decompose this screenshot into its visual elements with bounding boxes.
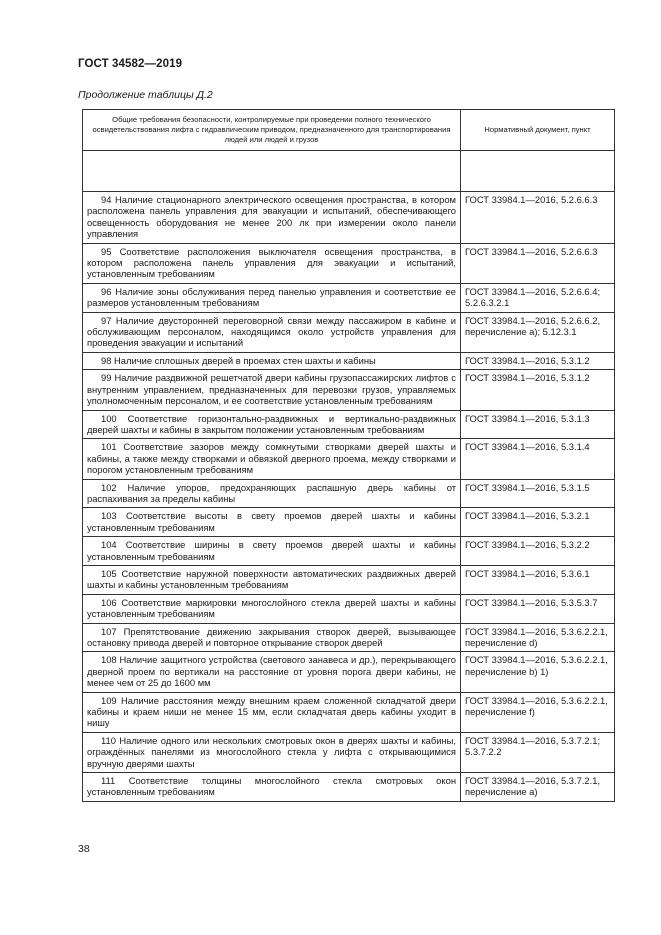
document-reference-cell: ГОСТ 33984.1—2016, 5.3.1.3 [461, 410, 615, 439]
document-reference-cell: ГОСТ 33984.1—2016, 5.3.7.2.1; 5.3.7.2.2 [461, 732, 615, 772]
table-continuation-caption: Продолжение таблицы Д.2 [78, 89, 213, 101]
document-reference-cell: ГОСТ 33984.1—2016, 5.3.6.2.2.1, перечисление d) [461, 623, 615, 652]
header-separator-row [83, 151, 615, 192]
requirement-cell: 98 Наличие сплошных дверей в проемах стен шахты и кабины [83, 352, 461, 369]
requirement-cell: 110 Наличие одного или нескольких смотровых окон в дверях шахты и кабины, ограждённых панелями из многослойного стекла у лифта с открывающимися вручную дверями шахты [83, 732, 461, 772]
document-reference-cell: ГОСТ 33984.1—2016, 5.3.1.5 [461, 479, 615, 508]
document-reference-cell: ГОСТ 33984.1—2016, 5.3.1.2 [461, 352, 615, 369]
table-row [83, 439, 615, 479]
document-reference-cell: ГОСТ 33984.1—2016, 5.3.6.2.2.1, перечисление f) [461, 692, 615, 732]
table-row [83, 192, 615, 244]
requirement-cell: 99 Наличие раздвижной решетчатой двери кабины грузопассажирских лифтов с внутренним управлением, предназначенных для перевозки грузов, управляемых уполномоченным персоналом, и ее соответствие установленным требованиям [83, 370, 461, 410]
table-row [83, 312, 615, 352]
document-reference-cell: ГОСТ 33984.1—2016, 5.3.2.2 [461, 537, 615, 566]
table-row [83, 410, 615, 439]
document-reference-cell: ГОСТ 33984.1—2016, 5.3.1.2 [461, 370, 615, 410]
document-reference-cell: ГОСТ 33984.1—2016, 5.2.6.6.3 [461, 192, 615, 244]
requirement-cell: 111 Соответствие толщины многослойного стекла смотровых окон установленным требованиям [83, 773, 461, 802]
table-row [83, 283, 615, 312]
table-row [83, 565, 615, 594]
document-reference-cell: ГОСТ 33984.1—2016, 5.3.1.4 [461, 439, 615, 479]
table-row [83, 773, 615, 802]
requirement-cell: 102 Наличие упоров, предохраняющих распашную дверь кабины от распахивания за пределы кабины [83, 479, 461, 508]
table-body [83, 192, 615, 802]
requirement-cell: 107 Препятствование движению закрывания створок дверей, вызывающее остановку привода дверей и повторное открывание створок дверей [83, 623, 461, 652]
document-reference-cell: ГОСТ 33984.1—2016, 5.2.6.6.4; 5.2.6.3.2.1 [461, 283, 615, 312]
requirement-cell: 100 Соответствие горизонтально-раздвижных и вертикально-раздвижных дверей шахты и кабины в закрытом положении установленным требованиям [83, 410, 461, 439]
document-reference-cell: ГОСТ 33984.1—2016, 5.3.6.1 [461, 565, 615, 594]
document-reference-cell: ГОСТ 33984.1—2016, 5.3.5.3.7 [461, 594, 615, 623]
standard-designation: ГОСТ 34582—2019 [78, 58, 183, 70]
requirement-cell: 95 Соответствие расположения выключателя освещения пространства, в котором расположена панель управления для эвакуации и испытаний, установленным требованиям [83, 243, 461, 283]
table-row [83, 692, 615, 732]
requirement-cell: 101 Соответствие зазоров между сомкнутыми створками дверей шахты и кабины, а также между створками и обвязкой дверного проема, между створками и порогом установленным требованиям [83, 439, 461, 479]
table-row [83, 243, 615, 283]
table-row [83, 623, 615, 652]
table-header-row [83, 110, 615, 151]
requirement-cell: 106 Соответствие маркировки многослойного стекла дверей шахты и кабины установленным требованиям [83, 594, 461, 623]
page-number: 38 [78, 843, 90, 855]
document-reference-cell: ГОСТ 33984.1—2016, 5.3.7.2.1, перечисление а) [461, 773, 615, 802]
requirement-cell: 94 Наличие стационарного электрического освещения пространства, в котором расположена панель управления для эвакуации и испытаний, обеспечивающего освещенность оборудования не менее 200 лк при измерении около панели управления [83, 192, 461, 244]
requirement-cell: 103 Соответствие высоты в свету проемов дверей шахты и кабины установленным требованиям [83, 508, 461, 537]
requirement-cell: 109 Наличие расстояния между внешним краем сложенной складчатой двери кабины и краем ниши не менее 15 мм, если складчатая дверь кабины уходит в нишу [83, 692, 461, 732]
document-reference-cell: ГОСТ 33984.1—2016, 5.3.2.1 [461, 508, 615, 537]
requirement-cell: 104 Соответствие ширины в свету проемов дверей шахты и кабины установленным требованиям [83, 537, 461, 566]
table-row [83, 652, 615, 692]
table-row [83, 352, 615, 369]
table-row [83, 594, 615, 623]
document-reference-cell: ГОСТ 33984.1—2016, 5.2.6.6.3 [461, 243, 615, 283]
column-header-requirements: Общие требования безопасности, контролируемые при проведении полного технического освидетельствования лифта с гидравлическим приводом, предназначенного для транспортирования людей или людей и грузов [83, 110, 461, 151]
requirement-cell: 108 Наличие защитного устройства (светового занавеса и др.), перекрывающего дверной проем по вертикали на расстояние от уровня порога двери кабины, не менее чем от 25 до 1600 мм [83, 652, 461, 692]
column-header-normative-document: Нормативный документ, пункт [461, 110, 615, 151]
table-row [83, 508, 615, 537]
table-row [83, 732, 615, 772]
table-row [83, 537, 615, 566]
table-row [83, 370, 615, 410]
requirements-table [82, 109, 615, 802]
document-reference-cell: ГОСТ 33984.1—2016, 5.3.6.2.2.1, перечисление b) 1) [461, 652, 615, 692]
requirement-cell: 97 Наличие двусторонней переговорной связи между пассажиром в кабине и обслуживающим персоналом, находящимся около устройств управления для проведения эвакуации и испытаний [83, 312, 461, 352]
table-row [83, 479, 615, 508]
requirement-cell: 96 Наличие зоны обслуживания перед панелью управления и соответствие ее размеров установленным требованиям [83, 283, 461, 312]
document-reference-cell: ГОСТ 33984.1—2016, 5.2.6.6.2, перечисление а); 5.12.3.1 [461, 312, 615, 352]
requirement-cell: 105 Соответствие наружной поверхности автоматических раздвижных дверей шахты и кабины установленным требованиям [83, 565, 461, 594]
